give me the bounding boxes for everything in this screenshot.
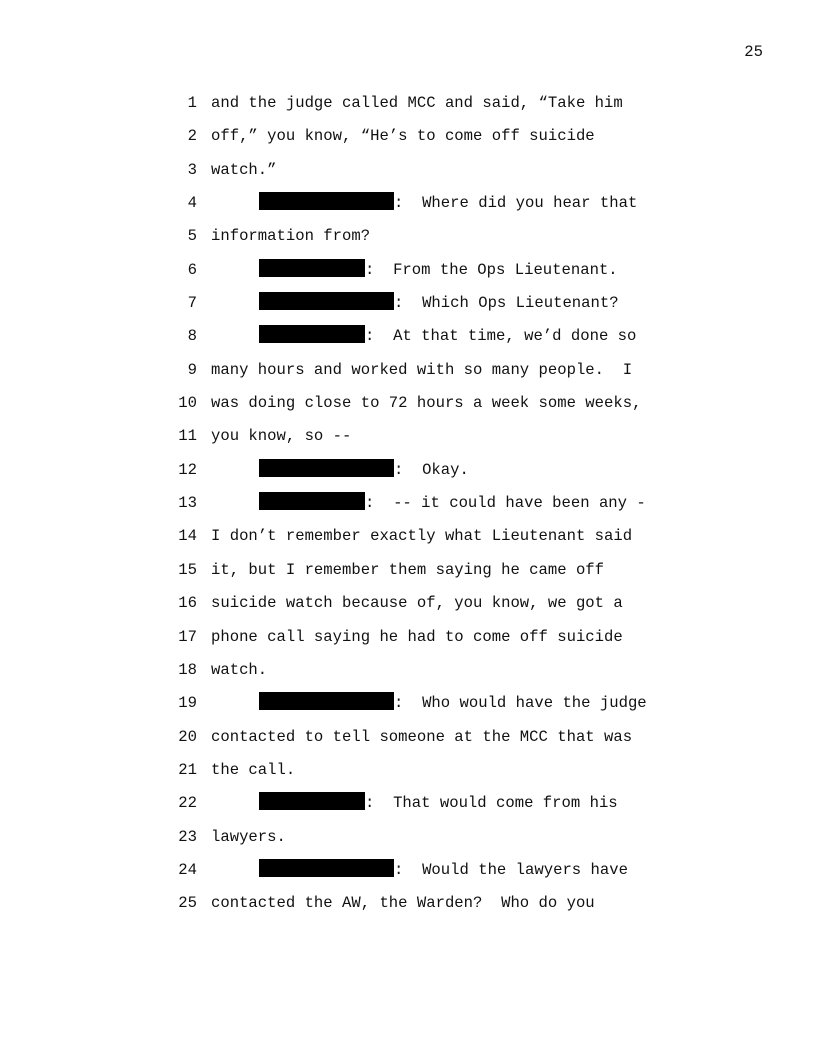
line-text: : At that time, we’d done so — [365, 327, 637, 346]
line-content — [211, 224, 370, 249]
line-content — [211, 524, 632, 549]
line-content — [211, 658, 267, 683]
line-content — [211, 791, 618, 816]
line-text: : Okay. — [394, 460, 469, 479]
redacted-speaker-name — [259, 292, 394, 310]
redacted-speaker-name — [259, 492, 365, 510]
line-content — [211, 424, 351, 449]
transcript-line — [0, 858, 816, 891]
line-number: 14 — [178, 527, 197, 546]
line-content — [211, 291, 619, 316]
line-content — [211, 491, 646, 516]
line-content — [211, 258, 618, 283]
line-content — [211, 558, 604, 583]
line-content — [211, 625, 623, 650]
transcript-line — [0, 124, 816, 157]
redacted-speaker-name — [259, 792, 365, 810]
line-content — [211, 91, 623, 116]
line-number: 13 — [178, 494, 197, 513]
transcript-line — [0, 324, 816, 357]
line-content — [211, 391, 641, 416]
line-content — [211, 725, 632, 750]
line-number: 3 — [187, 160, 197, 179]
line-number: 10 — [178, 394, 197, 413]
line-text: contacted the AW, the Warden? Who do you — [211, 894, 595, 913]
line-text: : -- it could have been any - — [365, 494, 646, 513]
transcript-line — [0, 591, 816, 624]
transcript-line — [0, 191, 816, 224]
redacted-speaker-name — [259, 192, 394, 210]
line-text: information from? — [211, 227, 371, 246]
redacted-speaker-name — [259, 459, 394, 477]
line-number: 11 — [178, 427, 197, 446]
line-number: 21 — [178, 760, 197, 779]
transcript-line — [0, 625, 816, 658]
transcript-line — [0, 224, 816, 257]
transcript-line — [0, 491, 816, 524]
line-text: many hours and worked with so many people. I — [211, 360, 633, 379]
line-number: 6 — [187, 260, 197, 279]
transcript-line — [0, 258, 816, 291]
line-text: watch. — [211, 660, 268, 679]
transcript-line — [0, 158, 816, 191]
transcript-line — [0, 825, 816, 858]
page-number: 25 — [744, 43, 763, 61]
line-content — [211, 191, 637, 216]
line-content — [211, 591, 623, 616]
transcript-body — [0, 91, 816, 925]
line-content — [211, 324, 636, 349]
line-text: lawyers. — [211, 827, 286, 846]
redacted-speaker-name — [259, 259, 365, 277]
line-text: off,” you know, “He’s to come off suicide — [211, 127, 595, 146]
line-content — [211, 358, 632, 383]
line-content — [211, 124, 595, 149]
line-number: 4 — [187, 194, 197, 213]
line-text: : From the Ops Lieutenant. — [365, 260, 618, 279]
line-number: 7 — [187, 294, 197, 313]
line-text: : Who would have the judge — [394, 694, 647, 713]
transcript-line — [0, 91, 816, 124]
line-content — [211, 691, 647, 716]
transcript-line — [0, 524, 816, 557]
line-number: 15 — [178, 560, 197, 579]
line-text: contacted to tell someone at the MCC that was — [211, 727, 633, 746]
line-number: 1 — [187, 94, 197, 112]
line-text: I don’t remember exactly what Lieutenant said — [211, 527, 633, 546]
line-number: 24 — [178, 860, 197, 879]
transcript-line — [0, 691, 816, 724]
line-content — [211, 825, 286, 850]
line-number: 18 — [178, 660, 197, 679]
line-number: 22 — [178, 794, 197, 813]
line-text: it, but I remember them saying he came off — [211, 560, 605, 579]
line-number: 17 — [178, 627, 197, 646]
redacted-speaker-name — [259, 692, 394, 710]
line-number: 12 — [178, 460, 197, 479]
line-text: and the judge called MCC and said, “Take him — [211, 94, 623, 112]
transcript-line — [0, 391, 816, 424]
line-number: 16 — [178, 594, 197, 613]
line-number: 8 — [187, 327, 197, 346]
transcript-line — [0, 424, 816, 457]
line-content — [211, 891, 595, 916]
line-number: 5 — [187, 227, 197, 246]
line-content — [211, 858, 628, 883]
line-text: the call. — [211, 760, 296, 779]
redacted-speaker-name — [259, 325, 365, 343]
line-number: 2 — [187, 127, 197, 146]
line-text: : Which Ops Lieutenant? — [394, 294, 619, 313]
transcript-line — [0, 458, 816, 491]
transcript-line — [0, 358, 816, 391]
line-text: watch.” — [211, 160, 277, 179]
line-text: : Would the lawyers have — [394, 860, 628, 879]
redacted-speaker-name — [259, 859, 394, 877]
line-text: was doing close to 72 hours a week some weeks, — [211, 394, 642, 413]
transcript-line — [0, 558, 816, 591]
line-content — [211, 758, 295, 783]
transcript-line — [0, 791, 816, 824]
line-text: : That would come from his — [365, 794, 618, 813]
line-number: 9 — [187, 360, 197, 379]
line-content — [211, 458, 469, 483]
line-content — [211, 158, 277, 183]
line-number: 19 — [178, 694, 197, 713]
line-text: you know, so -- — [211, 427, 352, 446]
line-text: : Where did you hear that — [394, 194, 638, 213]
transcript-line — [0, 725, 816, 758]
transcript-line — [0, 291, 816, 324]
line-text: suicide watch because of, you know, we got a — [211, 594, 623, 613]
line-number: 25 — [178, 894, 197, 913]
line-number: 23 — [178, 827, 197, 846]
transcript-line — [0, 758, 816, 791]
line-number: 20 — [178, 727, 197, 746]
line-text: phone call saying he had to come off suicide — [211, 627, 623, 646]
transcript-line — [0, 891, 816, 924]
transcript-line — [0, 658, 816, 691]
